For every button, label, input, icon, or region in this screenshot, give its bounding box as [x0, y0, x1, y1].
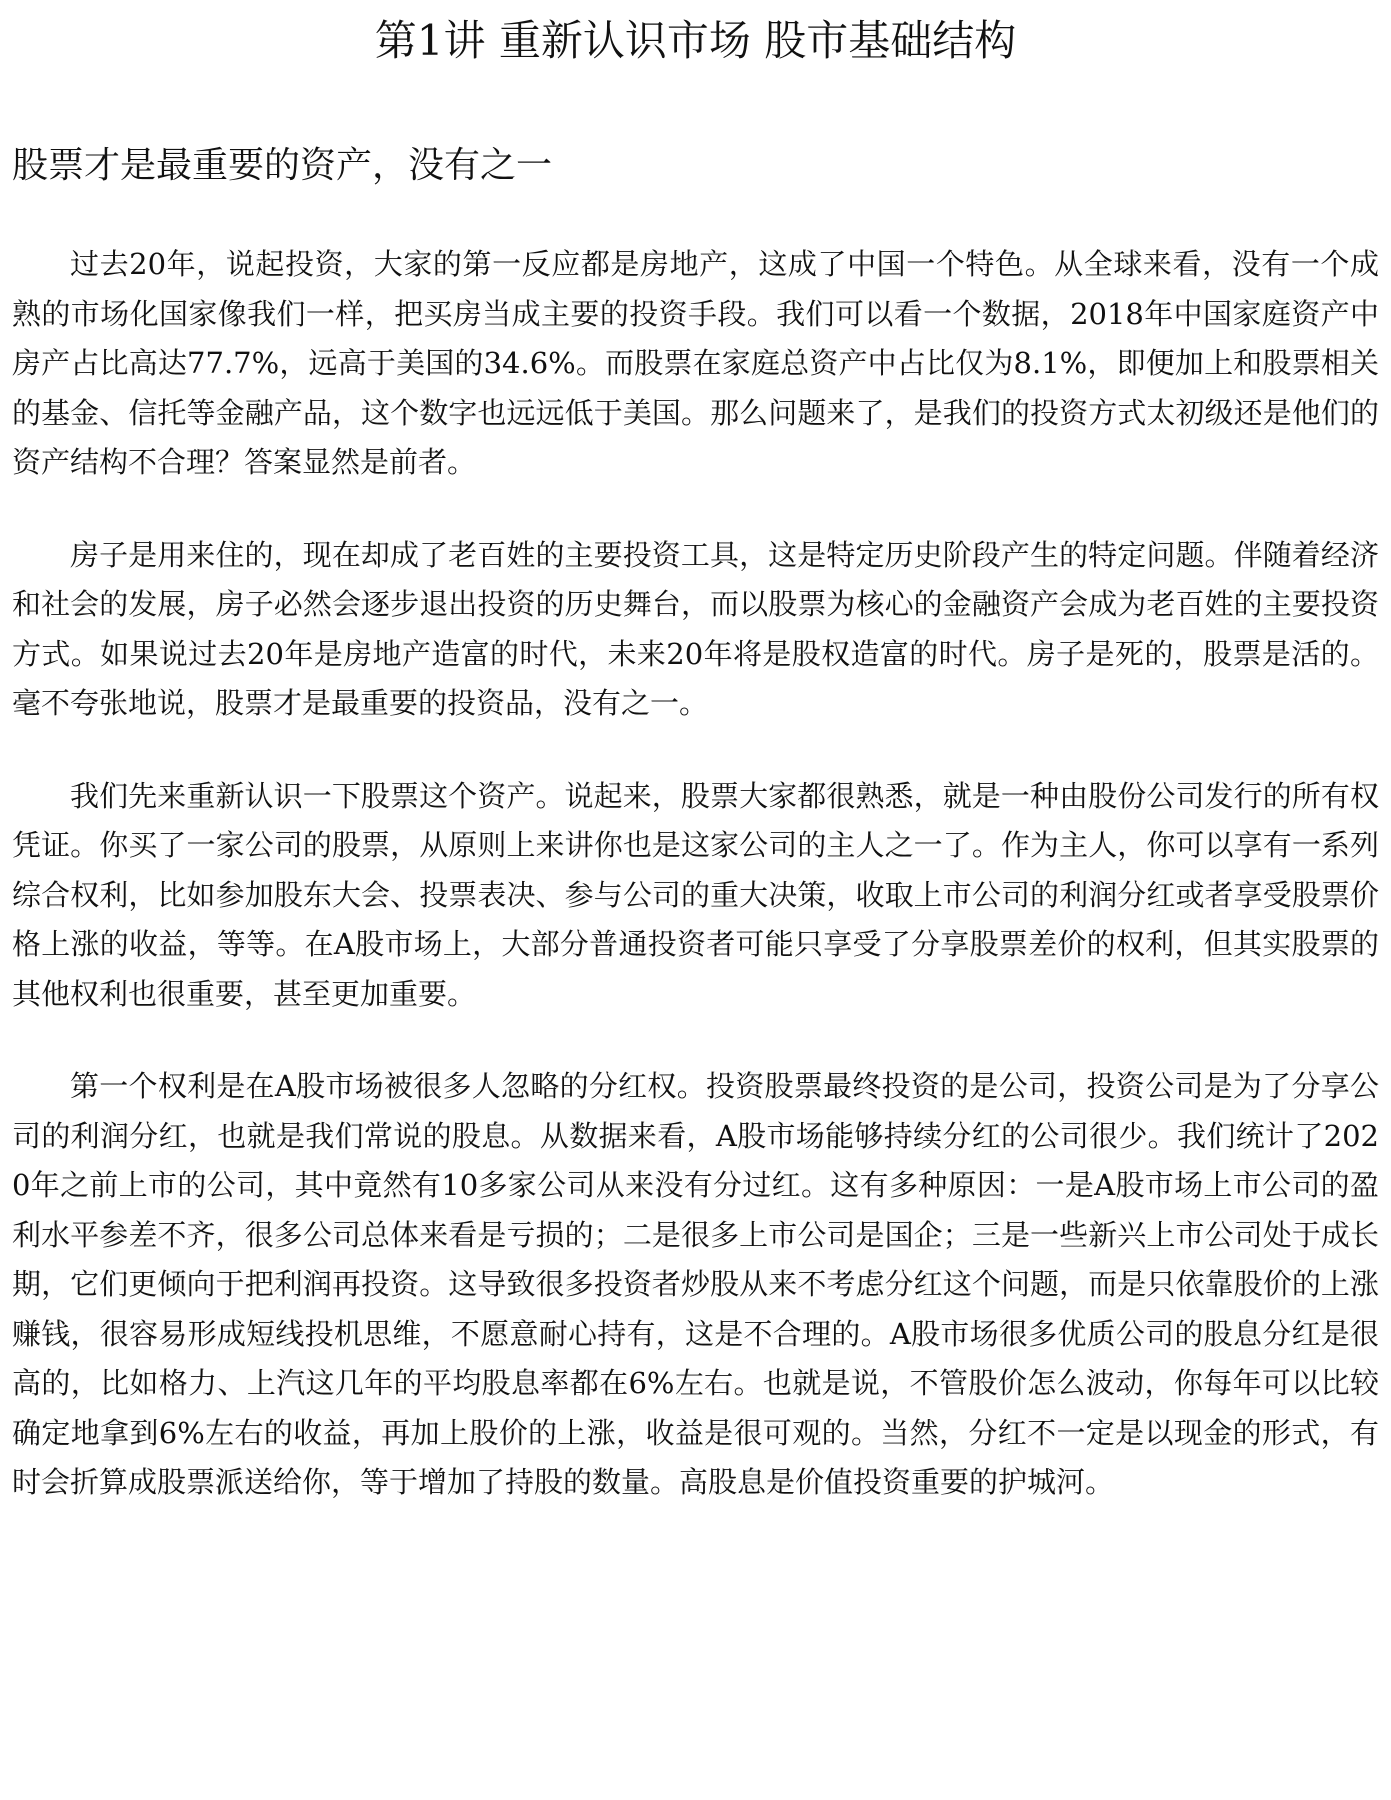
document-title: 第1讲 重新认识市场 股市基础结构 — [374, 16, 1017, 65]
document-page — [12, 14, 1379, 1508]
paragraph-2: 房子是用来住的，现在却成了老百姓的主要投资工具，这是特定历史阶段产生的特定问题。伴随着经济和社会的发展，房子必然会逐步退出投资的历史舞台，而以股票为核心的金融资产会成为老百姓的主要投资方式。如果说过去20年是房地产造富的时代，未来20年将是股权造富的时代。房子是死的，股票是活的。毫不夸张地说，股票才是最重要的投资品，没有之一。 — [12, 537, 1379, 720]
paragraph-3: 我们先来重新认识一下股票这个资产。说起来，股票大家都很熟悉，就是一种由股份公司发行的所有权凭证。你买了一家公司的股票，从原则上来讲你也是这家公司的主人之一了。作为主人，你可以享有一系列综合权利，比如参加股东大会、投票表决、参与公司的重大决策，收取上市公司的利润分红或者享受股票价格上涨的收益，等等。在A股市场上，大部分普通投资者可能只享受了分享股票差价的权利，但其实股票的其他权利也很重要，甚至更加重要。 — [12, 778, 1379, 1011]
paragraph-4: 第一个权利是在A股市场被很多人忽略的分红权。投资股票最终投资的是公司，投资公司是为了分享公司的利润分红，也就是我们常说的股息。从数据来看，A股市场能够持续分红的公司很少。我们统计了2020年之前上市的公司，其中竟然有10多家公司从来没有分过红。这有多种原因：一是A股市场上市公司的盈利水平参差不齐，很多公司总体来看是亏损的；二是很多上市公司是国企；三是一些新兴上市公司处于成长期，它们更倾向于把利润再投资。这导致很多投资者炒股从来不考虑分红这个问题，而是只依靠股价的上涨赚钱，很容易形成短线投机思维，不愿意耐心持有，这是不合理的。A股市场很多优质公司的股息分红是很高的，比如格力、上汽这几年的平均股息率都在6%左右。也就是说，不管股价怎么波动，你每年可以比较确定地拿到6%左右的收益，再加上股价的上涨，收益是很可观的。当然，分红不一定是以现金的形式，有时会折算成股票派送给你，等于增加了持股的数量。高股息是价值投资重要的护城河。 — [12, 1069, 1379, 1499]
section-heading: 股票才是最重要的资产，没有之一 — [12, 145, 553, 186]
paragraph-1: 过去20年，说起投资，大家的第一反应都是房地产，这成了中国一个特色。从全球来看，没有一个成熟的市场化国家像我们一样，把买房当成主要的投资手段。我们可以看一个数据，2018年中国家庭资产中房产占比高达77.7%，远高于美国的34.6%。而股票在家庭总资产中占比仅为8.1%，即便加上和股票相关的基金、信托等金融产品，这个数字也远远低于美国。那么问题来了，是我们的投资方式太初级还是他们的资产结构不合理？答案显然是前者。 — [12, 247, 1379, 479]
